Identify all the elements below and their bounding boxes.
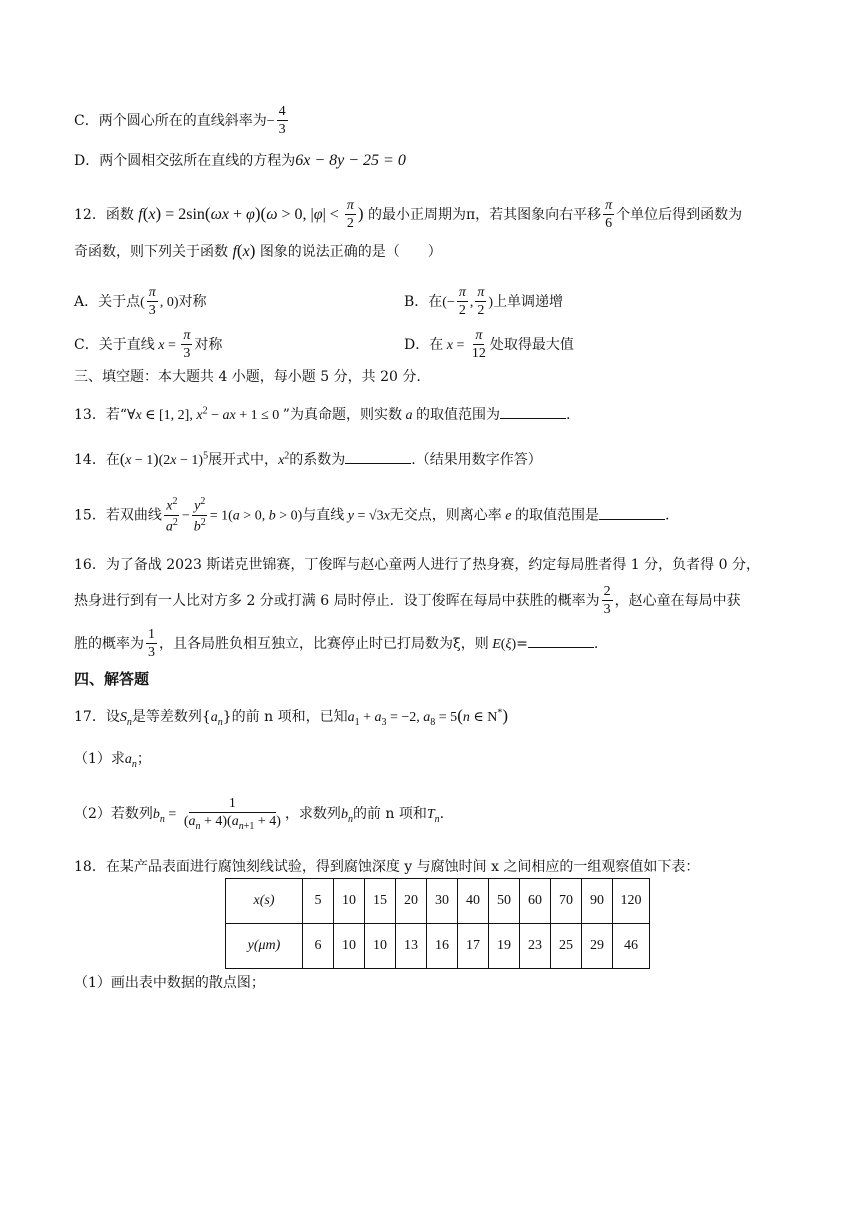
- table-row-x: [226, 879, 650, 924]
- y-cell: 19: [489, 924, 520, 969]
- q11-option-d-equation: 6x − 8y − 25 = 0: [295, 152, 406, 169]
- q15: 15．若双曲线 $\frac{x^2}{a^2}$ − $\frac{y^2}{b^2}$ = 1(a > 0, b > 0)与直线 y = √3x无交点，则离心率 e 的取值范围是 .: [74, 496, 670, 535]
- section-4-title: 四、解答题: [74, 670, 150, 688]
- y-cell: 46: [613, 924, 650, 969]
- y-cell: 10: [334, 924, 365, 969]
- q14-answer-blank[interactable]: [345, 451, 411, 464]
- q13: 13．若“∀x ∈ [1, 2], $x^2$ − ax + 1 ≤ 0 ”为真命题，则实数 a 的取值范围为 .: [74, 405, 571, 423]
- x-cell: 40: [458, 879, 489, 924]
- y-cell: 23: [520, 924, 551, 969]
- q11-option-d-text: D．两个圆相交弦所在直线的方程为: [74, 153, 296, 169]
- x-cell: 90: [582, 879, 613, 924]
- x-cell: 20: [396, 879, 427, 924]
- q16-line3: 胜的概率为 $\frac{1}{3}$ ，且各局胜负相互独立，比赛停止时已打局数为ξ，则 E(ξ)= .: [74, 627, 599, 661]
- q17-part1: （1）求$a_n$；: [74, 751, 151, 770]
- q12-shift-fraction: $\frac{\pi}{6}$: [605, 198, 613, 232]
- q12-option-d: D．在 x = $\frac{\pi}{12}$ 处取得最大值: [404, 328, 574, 362]
- q12-tail1: 个单位后得到函数为: [616, 206, 743, 223]
- y-cell: 6: [303, 924, 334, 969]
- q18-part1: （1）画出表中数据的散点图；: [74, 975, 265, 991]
- q18-stem: 18．在某产品表面进行腐蚀刻线试验，得到腐蚀深度 y 与腐蚀时间 x 之间相应的一组观察值如下表：: [74, 859, 700, 875]
- q16-answer-blank[interactable]: [528, 635, 594, 648]
- q11-option-c-fraction: $\frac{4}{3}$: [278, 104, 286, 138]
- x-cell: 30: [427, 879, 458, 924]
- y-cell: 13: [396, 924, 427, 969]
- q12-stem-line2: 奇函数，则下列关于函数 f(x) 图象的说法正确的是（ ）: [74, 241, 442, 260]
- q17-part2: （2）若数列$b_n$ = $\frac{1}{(a_n + 4)(a_{n+1} + 4)}$ ，求数列$b_n$的前 n 项和$T_n$.: [74, 796, 445, 833]
- q14: 14．在$(x - 1)(2x - 1)^5$展开式中，$x^2$的系数为 .（结果用数字作答）: [74, 450, 542, 468]
- q12-lead: 12．函数: [74, 206, 134, 223]
- q18-observation-table: [225, 878, 650, 969]
- q12-option-b: B．在(− $\frac{\pi}{2}$ , $\frac{\pi}{2}$ )上单调递增: [404, 285, 564, 319]
- row-label-x: x(s): [226, 879, 303, 924]
- q11-option-c: C．两个圆心所在的直线斜率为− $\frac{4}{3}$: [74, 104, 286, 138]
- y-cell: 17: [458, 924, 489, 969]
- q15-answer-blank[interactable]: [599, 507, 665, 520]
- q12-option-a: A．关于点( $\frac{\pi}{3}$ , 0)对称: [74, 285, 207, 319]
- x-cell: 5: [303, 879, 334, 924]
- q13-answer-blank[interactable]: [500, 406, 566, 419]
- q16-line2: 热身进行到有一人比对方多 2 分或打满 6 局时停止．设丁俊晖在每局中获胜的概率为 $\frac{2}{3}$ ，赵心童在每局中获: [74, 584, 741, 618]
- row-label-y: y(μm): [226, 924, 303, 969]
- x-cell: 120: [613, 879, 650, 924]
- y-cell: 29: [582, 924, 613, 969]
- y-cell: 16: [427, 924, 458, 969]
- x-cell: 60: [520, 879, 551, 924]
- x-cell: 70: [551, 879, 582, 924]
- table-row-y: [226, 924, 650, 969]
- x-cell: 15: [365, 879, 396, 924]
- y-cell: 10: [365, 924, 396, 969]
- q11-option-c-text: C．两个圆心所在的直线斜率为: [74, 112, 267, 129]
- q16-line1: 16．为了备战 2023 斯诺克世锦赛，丁俊晖与赵心童两人进行了热身赛，约定每局胜者得 1 分，负者得 0 分，: [74, 557, 760, 573]
- q12-condition-text: 的最小正周期为π，若其图象向右平移: [367, 206, 602, 223]
- x-cell: 50: [489, 879, 520, 924]
- q17-stem: 17．设$S_n$是等差数列$\{a_n\}$的前 n 项和，已知$a_1 + a_3 = -2$, $a_8 = 5(n$ ∈ N*): [74, 706, 509, 728]
- q12-option-c: C．关于直线 x = $\frac{\pi}{3}$ 对称: [74, 328, 223, 362]
- x-cell: 10: [334, 879, 365, 924]
- q11-option-d: [74, 153, 406, 169]
- y-cell: 25: [551, 924, 582, 969]
- q12-stem-line1: 12．函数 f(x) = 2sin(ωx + φ)(ω > 0, |φ| < $\frac{\pi}{2}$ ) 的最小正周期为π，若其图象向右平移 $\frac{\pi}{6}$ 个单位后得到函数为: [74, 198, 743, 232]
- section-3-title: 三、填空题：本大题共 4 小题，每小题 5 分，共 20 分.: [74, 369, 421, 385]
